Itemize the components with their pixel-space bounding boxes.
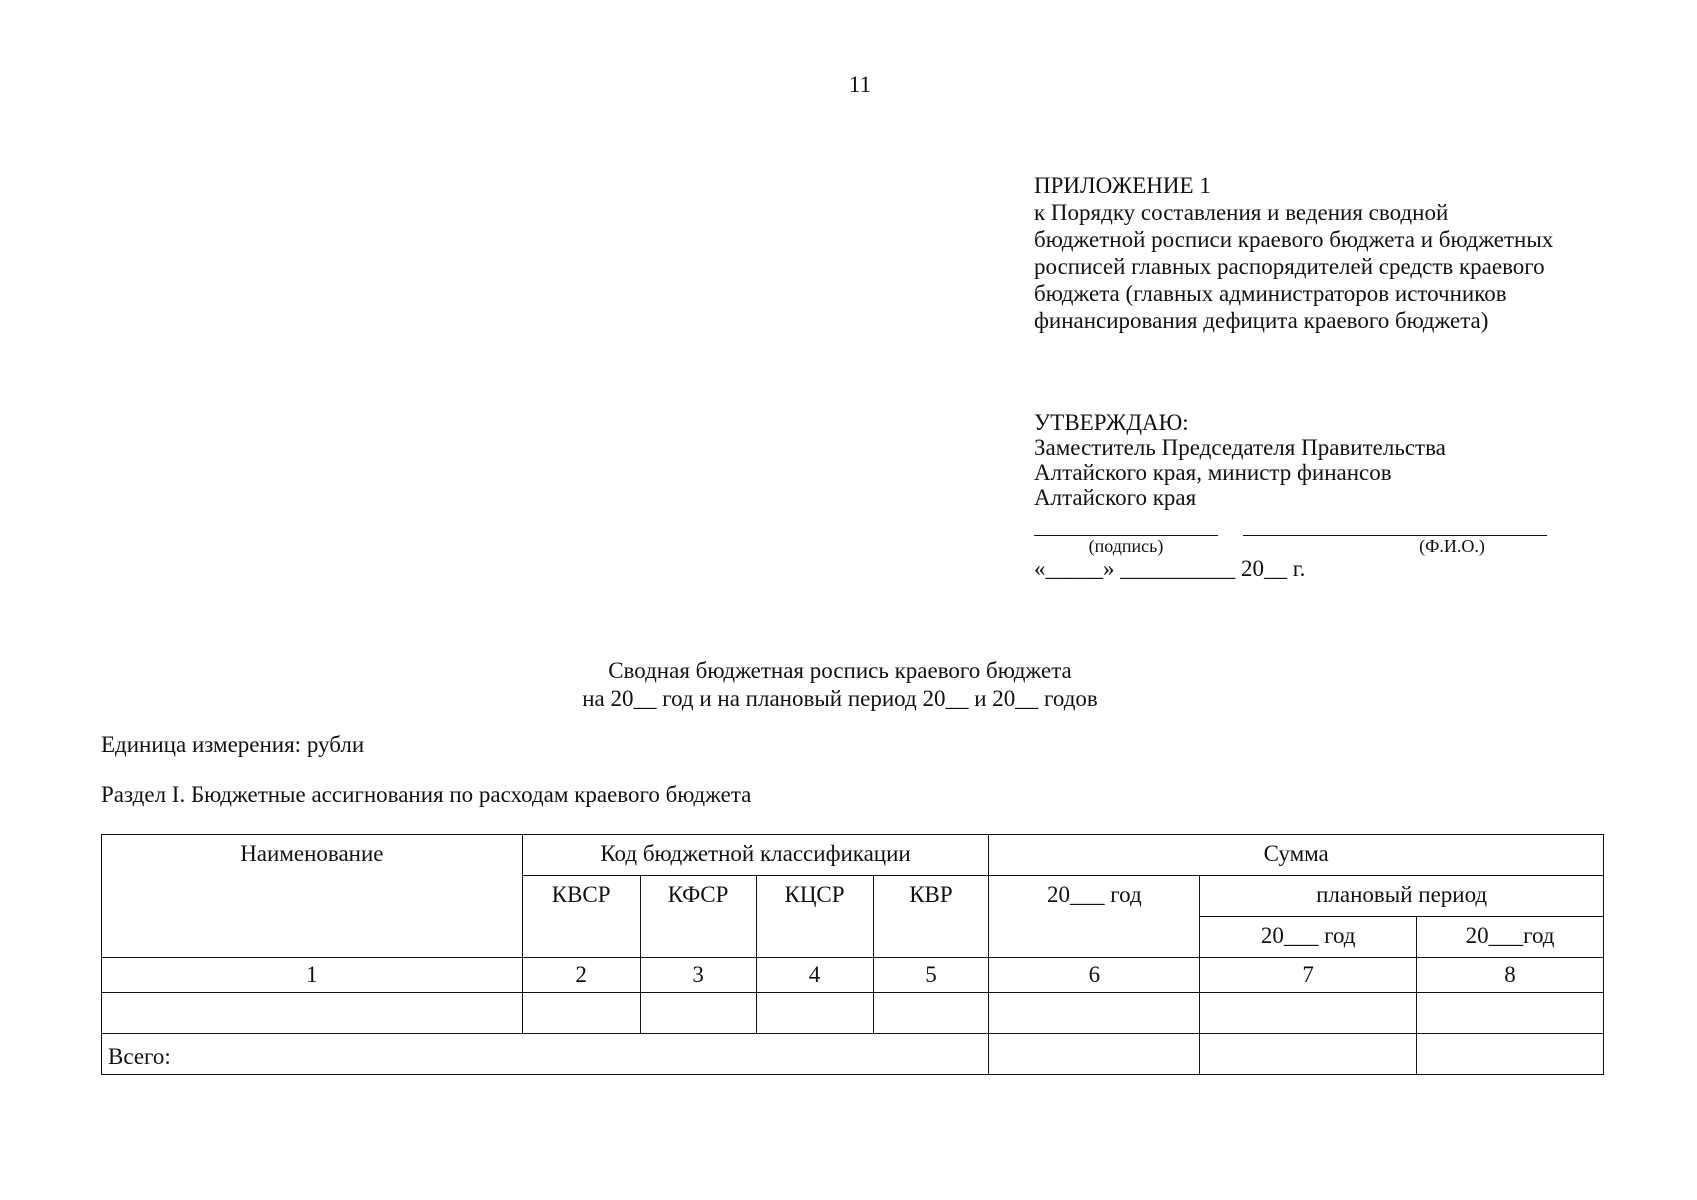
approval-heading: УТВЕРЖДАЮ:	[1034, 410, 1189, 435]
table-cell	[989, 993, 1200, 1034]
table-row	[102, 993, 1604, 1034]
header-kvr: КВР	[873, 876, 989, 958]
column-number: 8	[1417, 958, 1604, 993]
table-cell	[640, 993, 756, 1034]
column-number-row	[102, 958, 1604, 993]
approval-block	[1034, 410, 1654, 510]
header-name: Наименование	[102, 835, 523, 958]
header-budget-code: Код бюджетной классификации	[522, 835, 989, 876]
column-number: 6	[989, 958, 1200, 993]
document-title-line: на 20__ год и на плановый период 20__ и 20__ годов	[582, 686, 1098, 711]
approval-line: Алтайского края, министр финансов	[1034, 460, 1392, 485]
appendix-title: ПРИЛОЖЕНИЕ 1	[1034, 173, 1211, 198]
total-row	[102, 1034, 1604, 1075]
column-number: 2	[522, 958, 640, 993]
header-kfsr: КФСР	[640, 876, 756, 958]
table-cell	[873, 993, 989, 1034]
header-planned-period: плановый период	[1200, 876, 1604, 917]
total-cell	[1200, 1034, 1417, 1075]
total-label: Всего:	[102, 1034, 989, 1075]
approval-line: Алтайского края	[1034, 485, 1197, 510]
section-heading: Раздел I. Бюджетные ассигнования по расходам краевого бюджета	[101, 782, 752, 807]
table-header-row	[102, 835, 1604, 876]
table-cell	[756, 993, 873, 1034]
approval-line: Заместитель Председателя Правительства	[1034, 435, 1446, 460]
appendix-line: бюджета (главных администраторов источников	[1034, 281, 1507, 306]
appendix-line: к Порядку составления и ведения сводной	[1034, 200, 1449, 225]
approval-date-line: «_____» __________ 20__ г.	[1034, 556, 1306, 581]
table-cell	[1200, 993, 1417, 1034]
page-number: 11	[848, 72, 872, 97]
column-number: 1	[102, 958, 523, 993]
header-planned-year-1: 20___ год	[1200, 917, 1417, 958]
total-cell	[989, 1034, 1200, 1075]
column-number: 4	[756, 958, 873, 993]
budget-table	[101, 834, 1604, 1075]
total-cell	[1417, 1034, 1604, 1075]
header-current-year: 20___ год	[989, 876, 1200, 958]
column-number: 7	[1200, 958, 1417, 993]
column-number: 3	[640, 958, 756, 993]
header-kvsr: КВСР	[522, 876, 640, 958]
table-cell	[102, 993, 523, 1034]
appendix-line: бюджетной росписи краевого бюджета и бюджетных	[1034, 227, 1554, 252]
document-title	[420, 657, 1260, 713]
header-kcsr: КЦСР	[756, 876, 873, 958]
column-number: 5	[873, 958, 989, 993]
appendix-line: росписей главных распорядителей средств краевого	[1034, 254, 1545, 279]
header-planned-year-2: 20___год	[1417, 917, 1604, 958]
name-caption: (Ф.И.О.)	[1419, 536, 1485, 556]
document-title-line: Сводная бюджетная роспись краевого бюджета	[608, 658, 1072, 683]
appendix-line: финансирования дефицита краевого бюджета)	[1034, 308, 1489, 333]
appendix-block	[1034, 172, 1654, 334]
unit-of-measure: Единица измерения: рубли	[101, 732, 365, 757]
signature-caption: (подпись)	[1088, 536, 1164, 556]
table-cell	[1417, 993, 1604, 1034]
header-sum: Сумма	[989, 835, 1604, 876]
table-cell	[522, 993, 640, 1034]
